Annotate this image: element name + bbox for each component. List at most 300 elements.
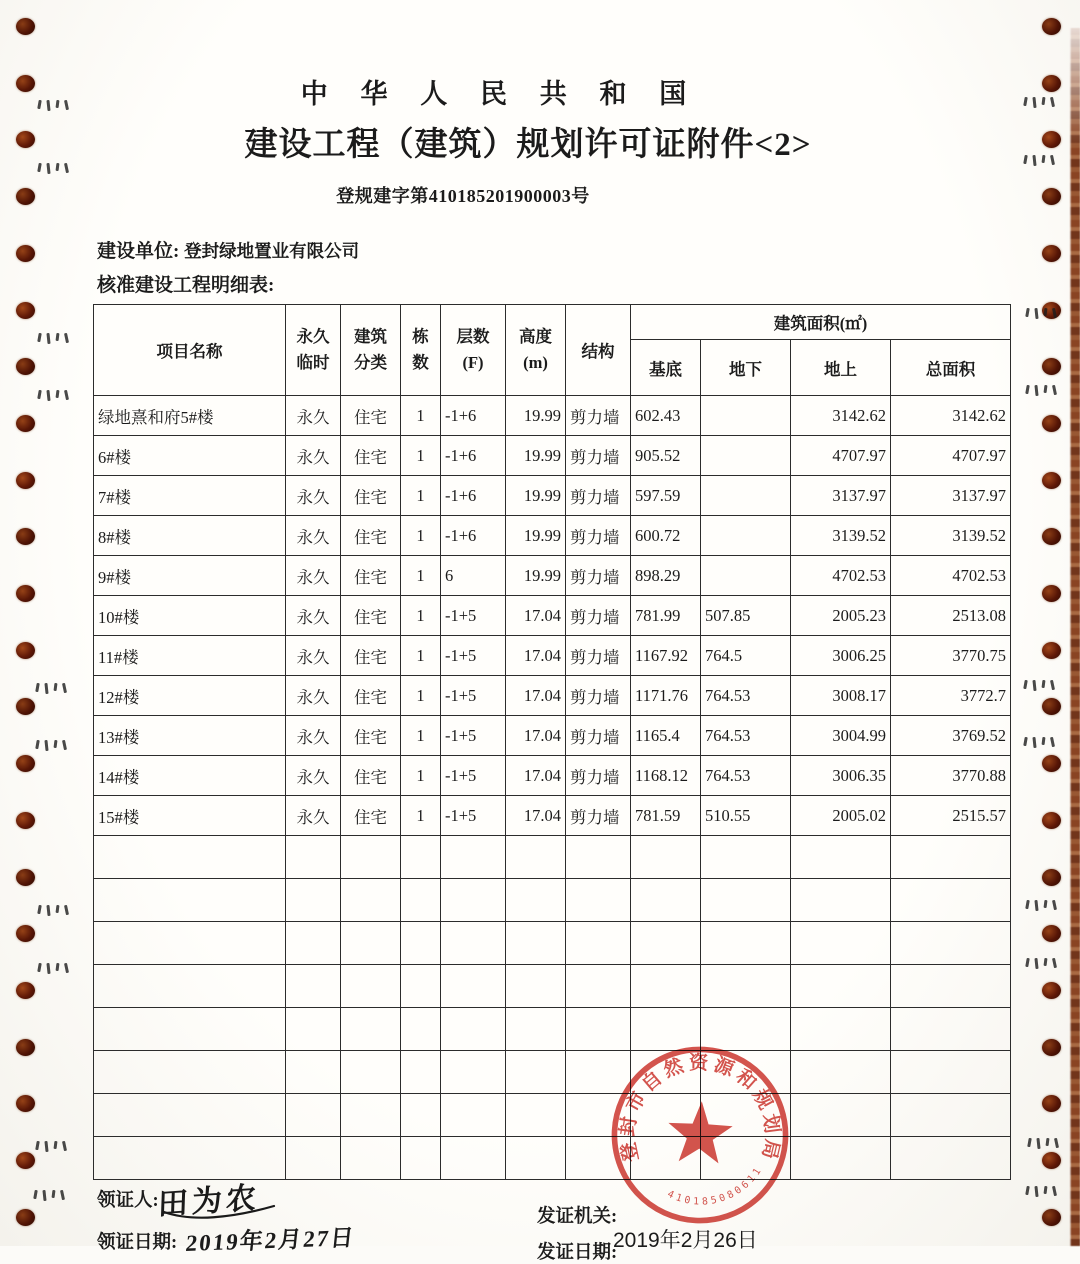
cell-name: 13#楼 (94, 716, 286, 756)
table-row (94, 756, 1011, 796)
cell-height: 17.04 (506, 636, 566, 676)
cell-under (701, 396, 791, 436)
punch-hole (16, 755, 35, 772)
cell-count: 1 (401, 676, 441, 716)
cell-perm: 永久 (286, 596, 341, 636)
cell-name: 9#楼 (94, 556, 286, 596)
punch-hole (1042, 1039, 1061, 1056)
punch-hole (16, 358, 35, 375)
punch-hole (1042, 245, 1061, 262)
tractor-mark-cluster (34, 1190, 64, 1201)
empty-cell (441, 1008, 506, 1051)
punch-hole (16, 585, 35, 602)
punch-hole (1042, 698, 1061, 715)
tractor-mark-cluster (1026, 385, 1056, 396)
empty-cell (631, 922, 701, 965)
cell-name: 12#楼 (94, 676, 286, 716)
empty-cell (506, 1137, 566, 1180)
empty-cell (401, 922, 441, 965)
cell-structure: 剪力墙 (566, 396, 631, 436)
punch-hole (1042, 75, 1061, 92)
seal-star-icon (666, 1100, 733, 1164)
empty-cell (341, 1008, 401, 1051)
cell-floors: -1+6 (441, 476, 506, 516)
cell-floors: -1+5 (441, 676, 506, 716)
empty-cell (401, 1008, 441, 1051)
empty-cell (791, 922, 891, 965)
empty-cell (566, 965, 631, 1008)
empty-cell (94, 1008, 286, 1051)
cell-structure: 剪力墙 (566, 796, 631, 836)
cell-total: 3137.97 (891, 476, 1011, 516)
cell-structure: 剪力墙 (566, 476, 631, 516)
empty-cell (341, 879, 401, 922)
cell-count: 1 (401, 396, 441, 436)
construction-unit-line (97, 236, 359, 263)
col-header-building-class-line2: 分类 (354, 353, 387, 372)
empty-cell (791, 879, 891, 922)
punch-hole (1042, 1209, 1061, 1226)
empty-cell (286, 836, 341, 879)
permit-title: 建设工程（建筑）规划许可证附件<2> (244, 127, 812, 163)
cell-count: 1 (401, 716, 441, 756)
empty-cell (341, 836, 401, 879)
cell-structure: 剪力墙 (566, 596, 631, 636)
punch-hole (1042, 415, 1061, 432)
col-header-area-total: 总面积 (891, 340, 1011, 396)
cell-perm: 永久 (286, 516, 341, 556)
col-header-floors-line2: (F) (462, 353, 484, 372)
tractor-mark-cluster (36, 683, 66, 694)
cell-floors: 6 (441, 556, 506, 596)
col-header-building-class-line1: 建筑 (354, 327, 387, 347)
cell-under: 764.53 (701, 676, 791, 716)
col-header-height-line2: (m) (523, 353, 548, 372)
punch-hole (1042, 585, 1061, 602)
col-header-area-underground: 地下 (701, 340, 791, 396)
punch-hole (16, 698, 35, 715)
table-row (94, 396, 1011, 436)
cell-count: 1 (401, 756, 441, 796)
signature-underline (162, 1198, 282, 1224)
tractor-mark-cluster (1024, 680, 1054, 691)
cell-height: 19.99 (506, 436, 566, 476)
empty-cell (891, 836, 1011, 879)
seal-number: 410185080611 (665, 1163, 766, 1208)
empty-cell (401, 1051, 441, 1094)
cell-cls: 住宅 (341, 596, 401, 636)
empty-cell (286, 879, 341, 922)
col-header-floors-line1: 层数 (456, 327, 490, 347)
issuing-authority-label: 发证机关: (537, 1207, 618, 1227)
empty-cell (891, 1008, 1011, 1051)
cell-base: 597.59 (631, 476, 701, 516)
detail-table-caption: 核准建设工程明细表: (97, 275, 275, 296)
tractor-mark-cluster (1024, 737, 1054, 748)
cell-above: 3139.52 (791, 516, 891, 556)
empty-cell (341, 922, 401, 965)
empty-cell (891, 879, 1011, 922)
punch-hole (1042, 188, 1061, 205)
empty-cell (286, 1137, 341, 1180)
punch-hole (16, 1209, 35, 1226)
permit-serial-number: 登规建字第410185201900003号 (336, 186, 590, 206)
cell-base: 781.59 (631, 796, 701, 836)
punch-hole (16, 982, 35, 999)
empty-cell (506, 1051, 566, 1094)
cell-above: 3006.25 (791, 636, 891, 676)
punch-hole (16, 1152, 35, 1169)
tractor-mark-cluster (36, 1141, 66, 1152)
tractor-mark-cluster (1026, 958, 1056, 969)
cell-floors: -1+6 (441, 436, 506, 476)
col-header-building-count-line2: 数 (412, 353, 429, 372)
cell-under: 764.53 (701, 716, 791, 756)
punch-hole (16, 472, 35, 489)
table-row (94, 476, 1011, 516)
cell-height: 19.99 (506, 396, 566, 436)
cell-total: 3769.52 (891, 716, 1011, 756)
cell-floors: -1+5 (441, 596, 506, 636)
punch-hole (1042, 982, 1061, 999)
table-row (94, 596, 1011, 636)
cell-floors: -1+5 (441, 636, 506, 676)
punch-hole (1042, 1152, 1061, 1169)
cell-cls: 住宅 (341, 396, 401, 436)
table-empty-row (94, 1137, 1011, 1180)
col-header-building-count (401, 305, 441, 396)
col-header-height (506, 305, 566, 396)
tractor-mark-cluster (36, 740, 66, 751)
empty-cell (566, 836, 631, 879)
table-row (94, 636, 1011, 676)
empty-cell (506, 836, 566, 879)
cell-above: 3006.35 (791, 756, 891, 796)
cell-structure: 剪力墙 (566, 756, 631, 796)
receive-date-value: 2019年2月27日 (184, 1224, 357, 1257)
punch-hole (1042, 925, 1061, 942)
issue-date-label: 发证日期: (537, 1243, 618, 1263)
empty-cell (94, 879, 286, 922)
empty-cell (506, 1094, 566, 1137)
empty-cell (401, 836, 441, 879)
table-row (94, 436, 1011, 476)
empty-cell (506, 879, 566, 922)
cell-floors: -1+5 (441, 756, 506, 796)
cell-perm: 永久 (286, 676, 341, 716)
col-header-project: 项目名称 (94, 305, 286, 396)
table-row (94, 516, 1011, 556)
empty-cell (791, 1051, 891, 1094)
empty-cell (401, 1137, 441, 1180)
col-header-area-base: 基底 (631, 340, 701, 396)
empty-cell (341, 1051, 401, 1094)
cell-under (701, 516, 791, 556)
punch-hole (16, 642, 35, 659)
paper-edge-strip (1070, 28, 1080, 1246)
empty-cell (94, 922, 286, 965)
cell-base: 1167.92 (631, 636, 701, 676)
cell-height: 19.99 (506, 476, 566, 516)
punch-hole (16, 1039, 35, 1056)
cell-base: 905.52 (631, 436, 701, 476)
official-seal (601, 1036, 799, 1234)
cell-total: 4702.53 (891, 556, 1011, 596)
cell-under: 764.53 (701, 756, 791, 796)
empty-cell (286, 965, 341, 1008)
empty-cell (701, 879, 791, 922)
tractor-mark-cluster (1026, 308, 1056, 319)
cell-perm: 永久 (286, 436, 341, 476)
empty-cell (791, 836, 891, 879)
issue-date-value: 2019年2月26日 (613, 1229, 758, 1252)
empty-cell (94, 836, 286, 879)
empty-cell (701, 965, 791, 1008)
cell-floors: -1+6 (441, 396, 506, 436)
cell-base: 1168.12 (631, 756, 701, 796)
cell-cls: 住宅 (341, 676, 401, 716)
cell-name: 15#楼 (94, 796, 286, 836)
cell-perm: 永久 (286, 636, 341, 676)
cell-name: 8#楼 (94, 516, 286, 556)
table-empty-row (94, 1051, 1011, 1094)
empty-cell (441, 965, 506, 1008)
col-header-floor-area-group: 建筑面积(㎡) (631, 305, 1011, 340)
empty-cell (441, 1094, 506, 1137)
seal-org-text: 登封市自然资源和规划局 (617, 1053, 783, 1165)
table-empty-row (94, 879, 1011, 922)
cell-height: 17.04 (506, 796, 566, 836)
punch-hole (16, 528, 35, 545)
cell-structure: 剪力墙 (566, 716, 631, 756)
tractor-mark-cluster (1026, 1186, 1056, 1197)
punch-hole (1042, 1095, 1061, 1112)
cell-perm: 永久 (286, 756, 341, 796)
punch-hole (16, 18, 35, 35)
empty-cell (286, 1094, 341, 1137)
empty-cell (286, 1051, 341, 1094)
col-header-permanent-line2: 临时 (296, 353, 330, 372)
cell-perm: 永久 (286, 716, 341, 756)
cell-structure: 剪力墙 (566, 676, 631, 716)
empty-cell (701, 836, 791, 879)
cell-height: 19.99 (506, 556, 566, 596)
cell-structure: 剪力墙 (566, 436, 631, 476)
cell-cls: 住宅 (341, 556, 401, 596)
empty-cell (94, 1051, 286, 1094)
cell-height: 19.99 (506, 516, 566, 556)
table-empty-row (94, 965, 1011, 1008)
cell-total: 2513.08 (891, 596, 1011, 636)
cell-above: 2005.02 (791, 796, 891, 836)
empty-cell (286, 1008, 341, 1051)
cell-above: 4707.97 (791, 436, 891, 476)
col-header-area-aboveground: 地上 (791, 340, 891, 396)
cell-name: 6#楼 (94, 436, 286, 476)
empty-cell (791, 1137, 891, 1180)
cell-count: 1 (401, 636, 441, 676)
empty-cell (341, 965, 401, 1008)
cell-height: 17.04 (506, 756, 566, 796)
empty-cell (891, 922, 1011, 965)
cell-height: 17.04 (506, 676, 566, 716)
cell-name: 14#楼 (94, 756, 286, 796)
col-header-height-line1: 高度 (519, 327, 552, 347)
punch-hole (1042, 869, 1061, 886)
approved-projects-table (93, 304, 1011, 1180)
cell-cls: 住宅 (341, 796, 401, 836)
cell-total: 3770.75 (891, 636, 1011, 676)
punch-hole (16, 415, 35, 432)
cell-count: 1 (401, 556, 441, 596)
cell-name: 11#楼 (94, 636, 286, 676)
empty-cell (791, 1008, 891, 1051)
empty-cell (701, 922, 791, 965)
cell-total: 2515.57 (891, 796, 1011, 836)
empty-cell (891, 1094, 1011, 1137)
punch-hole (16, 812, 35, 829)
cell-under (701, 476, 791, 516)
empty-cell (441, 1051, 506, 1094)
cell-structure: 剪力墙 (566, 516, 631, 556)
cell-floors: -1+6 (441, 516, 506, 556)
cell-total: 4707.97 (891, 436, 1011, 476)
certificate-holder-signature: 田为农 (157, 1181, 261, 1222)
cell-name: 10#楼 (94, 596, 286, 636)
cell-base: 781.99 (631, 596, 701, 636)
empty-cell (891, 1137, 1011, 1180)
cell-under (701, 556, 791, 596)
cell-total: 3770.88 (891, 756, 1011, 796)
cell-base: 602.43 (631, 396, 701, 436)
col-header-structure: 结构 (566, 305, 631, 396)
receive-date-label: 领证日期: (97, 1233, 178, 1253)
empty-cell (441, 879, 506, 922)
empty-cell (401, 965, 441, 1008)
empty-cell (791, 1094, 891, 1137)
punch-hole (1042, 472, 1061, 489)
table-empty-row (94, 1094, 1011, 1137)
empty-cell (631, 879, 701, 922)
cell-count: 1 (401, 596, 441, 636)
cell-above: 3008.17 (791, 676, 891, 716)
empty-cell (441, 836, 506, 879)
tractor-mark-cluster (38, 390, 68, 401)
cell-perm: 永久 (286, 396, 341, 436)
cell-total: 3139.52 (891, 516, 1011, 556)
cell-under: 510.55 (701, 796, 791, 836)
cell-perm: 永久 (286, 476, 341, 516)
punch-hole (16, 1095, 35, 1112)
empty-cell (506, 922, 566, 965)
empty-cell (94, 1094, 286, 1137)
cell-cls: 住宅 (341, 756, 401, 796)
table-empty-row (94, 922, 1011, 965)
cell-above: 3004.99 (791, 716, 891, 756)
punch-hole (1042, 528, 1061, 545)
tractor-mark-cluster (1024, 97, 1054, 108)
tractor-mark-cluster (1028, 1138, 1058, 1149)
col-header-permanent (286, 305, 341, 396)
punch-hole (1042, 642, 1061, 659)
col-header-building-count-line1: 栋 (412, 327, 429, 347)
cell-name: 绿地熹和府5#楼 (94, 396, 286, 436)
cell-total: 3772.7 (891, 676, 1011, 716)
col-header-building-class (341, 305, 401, 396)
cell-cls: 住宅 (341, 636, 401, 676)
cell-base: 1165.4 (631, 716, 701, 756)
empty-cell (631, 836, 701, 879)
cell-above: 3137.97 (791, 476, 891, 516)
table-row (94, 796, 1011, 836)
cell-height: 17.04 (506, 716, 566, 756)
punch-hole (1042, 358, 1061, 375)
empty-cell (441, 922, 506, 965)
punch-hole (16, 925, 35, 942)
col-header-permanent-line1: 永久 (296, 327, 330, 347)
punch-hole (16, 245, 35, 262)
cell-count: 1 (401, 516, 441, 556)
cell-floors: -1+5 (441, 796, 506, 836)
table-row (94, 676, 1011, 716)
punch-hole (16, 302, 35, 319)
cell-count: 1 (401, 476, 441, 516)
tractor-mark-cluster (38, 963, 68, 974)
punch-hole (1042, 812, 1061, 829)
empty-cell (341, 1094, 401, 1137)
cell-cls: 住宅 (341, 516, 401, 556)
cell-above: 2005.23 (791, 596, 891, 636)
cell-under: 507.85 (701, 596, 791, 636)
table-empty-row (94, 836, 1011, 879)
cell-structure: 剪力墙 (566, 636, 631, 676)
empty-cell (94, 965, 286, 1008)
cell-cls: 住宅 (341, 476, 401, 516)
cell-cls: 住宅 (341, 716, 401, 756)
table-empty-row (94, 1008, 1011, 1051)
tractor-mark-cluster (38, 333, 68, 344)
cell-base: 600.72 (631, 516, 701, 556)
empty-cell (286, 922, 341, 965)
cell-above: 4702.53 (791, 556, 891, 596)
cell-perm: 永久 (286, 796, 341, 836)
empty-cell (891, 1051, 1011, 1094)
cell-under (701, 436, 791, 476)
cell-structure: 剪力墙 (566, 556, 631, 596)
empty-cell (441, 1137, 506, 1180)
construction-unit-value: 登封绿地置业有限公司 (184, 241, 360, 261)
cell-count: 1 (401, 796, 441, 836)
tractor-mark-cluster (38, 905, 68, 916)
empty-cell (506, 1008, 566, 1051)
punch-hole (1042, 755, 1061, 772)
punch-hole (1042, 18, 1061, 35)
certificate-holder-label: 领证人: (97, 1191, 159, 1211)
country-title: 中 华 人 民 共 和 国 (300, 79, 700, 109)
empty-cell (401, 879, 441, 922)
table-row (94, 716, 1011, 756)
empty-cell (401, 1094, 441, 1137)
empty-cell (631, 965, 701, 1008)
empty-cell (566, 922, 631, 965)
cell-above: 3142.62 (791, 396, 891, 436)
empty-cell (506, 965, 566, 1008)
punch-hole (16, 869, 35, 886)
col-header-floors (441, 305, 506, 396)
empty-cell (791, 965, 891, 1008)
cell-total: 3142.62 (891, 396, 1011, 436)
cell-height: 17.04 (506, 596, 566, 636)
